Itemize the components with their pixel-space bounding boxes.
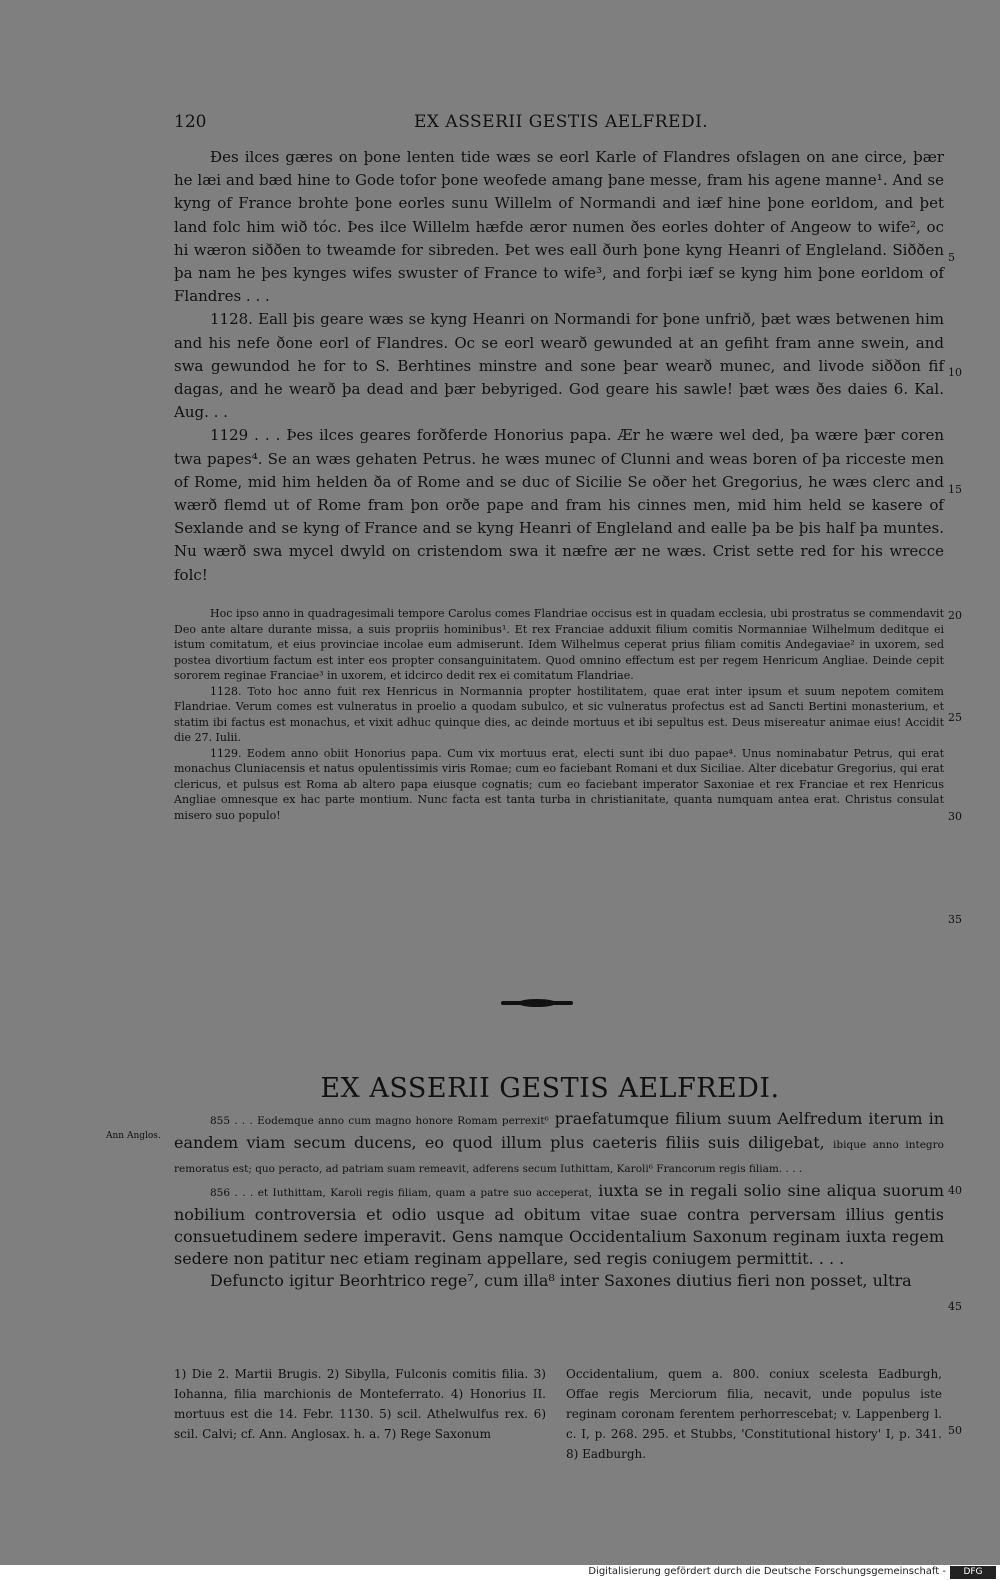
line-number: 40 [948,1184,962,1197]
old-english-paragraph: 1129 . . . Þes ilces geares forðferde Honorius papa. Ær he wære wel ded, þa wære þær coren twa papes⁴. Se an wæs gehaten Petrus. he wæs munec of Clunni and weas boren of þa ricceste men of Rome, mid him helden ða of Rome and se duc of Sicilie Se oðer het Gregorius, he wæs clerc and wærð flemd ut of Rome fram þon orðe pape and fram his cinnes men, mid him held se kasere of Sexlande and se kyng of France and se kyng Heanri of Engleland and ealle þa be þis half þa muntes. Nu wærð swa mycel dwyld on cristendom swa it næfre ær ne wæs. Crist sette red for his wrecce folc! [174,426,944,584]
line-number: 35 [948,913,962,926]
asser-large-text: iuxta se in regali solio sine aliqua suorum nobilium controversia et odio usque ad obitum vitae suae contra perversam illius gentis consuetudinem sedere imperavit. Gens namque Occidentalium Saxonum reginam iuxta regem sedere non patitur nec etiam reginam appellare, sed regis coniugem permittit. . . . [174,1181,944,1268]
footnotes-left: 1) Die 2. Martii Brugis. 2) Sibylla, Fulconis comitis filia. 3) Iohanna, filia marchionis de Monteferrato. 4) Honorius II. mortuus est die 14. Febr. 1130. 5) scil. Athelwulfus rex. 6) scil. Calvi; cf. Ann. Anglosax. h. a. 7) Rege Saxonum [174,1367,546,1441]
footer-credit: Digitalisierung gefördert durch die Deutsche Forschungsgemeinschaft - [588,1566,946,1577]
page-number: 120 [174,112,207,132]
asser-paragraph [174,1180,944,1270]
old-english-text [174,146,944,587]
section-divider-ornament-center [518,999,556,1007]
asser-text [174,1108,944,1292]
asser-small-text: 856 . . . et Iuthittam, Karoli regis filiam, quam a patre suo acceperat, [210,1187,593,1199]
section-title: EX ASSERII GESTIS AELFREDI. [320,1073,780,1104]
asser-small-text: ibique anno integro remoratus est; quo peracto, ad patriam suam remeavit, adferens secum Iuthittam, Karoli⁶ Francorum regis filiam. . . . [174,1139,944,1175]
latin-paragraph: Hoc ipso anno in quadragesimali tempore Carolus comes Flandriae occisus est in quadam ecclesia, ubi prostratus se commendavit Deo ante altare durante missa, a suis propriis hominibus¹. Et rex Franciae adduxit filium comitis Normanniae Wilhelmum deditque ei istum comitatum, et eius provinciae incolae eum admiserunt. Idem Wilhelmus ceperat prius filiam comitis Andegaviae² in uxorem, sed postea divortium factum est inter eos propter consanguinitatem. Quod omnino effectum est per regem Henricum Angliae. Deinde cepit sororem reginae Franciae³ in uxorem, et idcirco dedit rex ei comitatum Flandriae. [174,607,944,682]
dfg-logo: DFG [950,1566,996,1579]
latin-translation [174,606,944,823]
latin-paragraph: 1128. Toto hoc anno fuit rex Henricus in Normannia propter hostilitatem, quae erat inter ipsum et suum nepotem comitem Flandriae. Verum comes est vulneratus in proelio a quodam subulco, et sic vulneratus profectus est ad Sancti Bertini monasterium, et statim ibi factus est monachus, et vixit adhuc quinque dies, ac deinde mortuus et ibi sepultus est. Deus misereatur animae eius! Accidit die 27. Iulii. [174,684,944,744]
footnotes-right: Occidentalium, quem a. 800. coniux scelesta Eadburgh, Offae regis Merciorum filia, necavit, unde populus iste reginam coronam ferentem perhorrescebat; v. Lappenberg l. c. I, p. 268. 295. et Stubbs, 'Constitutional history' I, p. 341. 8) Eadburgh. [566,1367,942,1461]
line-number: 5 [948,251,955,264]
line-number: 15 [948,483,962,496]
running-title: EX ASSERII GESTIS AELFREDI. [414,112,709,132]
latin-paragraph: 1129. Eodem anno obiit Honorius papa. Cum vix mortuus erat, electi sunt ibi duo papae⁴. Unus nominabatur Petrus, qui erat monachus Cluniacensis et natus opulentissimis viris Romae; cum eo faciebant Romani et dux Siciliae. Alter dicebatur Gregorius, qui erat clericus, et pulsus est Roma ab altero papa eiusque cognatis; cum eo faciebant imperator Saxoniae et rex Franciae et rex Henricus Angliae omnesque ex hac parte montium. Nunc facta est tanta turba in christianitate, quanta numquam antea erat. Christus consulat misero suo populo! [174,746,944,822]
digitization-footer [0,1565,1000,1580]
line-number: 10 [948,366,962,379]
line-number: 45 [948,1300,962,1313]
margin-note: Ann Anglos. [106,1131,161,1141]
running-header [174,112,944,136]
line-number: 20 [948,609,962,622]
old-english-paragraph: Ðes ilces gæres on þone lenten tide wæs se eorl Karle of Flandres ofslagen on ane circe, þær he læi and bæd hine to Gode tofor þone weofede amang þane messe, fram his agene manne¹. And se kyng of France brohte þone eorles sunu Willelm of Normandi and iæf hine þone eorldom, and þet land folc him wið tóc. Þes ilce Willelm hæfde æror numen ðes eorles dohter of Angeow to wife², oc hi wæron siððen to tweamde for sibreden. Þet wes eall ðurh þone kyng Heanri of Engleland. Siððen þa nam he þes kynges wifes swuster of France to wife³, and forþi iæf se kyng him þone eorldom of Flandres . . . [174,148,944,306]
line-number: 30 [948,810,962,823]
asser-large-text: praefatumque filium suum Aelfredum iterum in eandem viam secum ducens, eo quod illum plus caeteris filiis suis diligebat, [174,1109,945,1152]
line-number: 25 [948,711,962,724]
asser-paragraph: Defuncto igitur Beorhtrico rege⁷, cum illa⁸ inter Saxones diutius fieri non posset, ultra [210,1271,912,1290]
asser-small-text: 855 . . . Eodemque anno cum magno honore Romam perrexit⁶ [210,1115,549,1127]
asser-paragraph [174,1108,944,1180]
line-number: 50 [948,1424,962,1437]
old-english-paragraph: 1128. Eall þis geare wæs se kyng Heanri on Normandi for þone unfrið, þæt wæs betwenen him and his nefe ðone eorl of Flandres. Oc se eorl wearð gewunded at an gefiht fram anne swein, and swa gewundod he for to S. Berhtines minstre and sone þear wearð munec, and livode siððon fif dagas, and he wearð þa dead and þær bebyriged. God geare his sawle! þæt wæs ðes daies 6. Kal. Aug. . . [174,310,944,422]
